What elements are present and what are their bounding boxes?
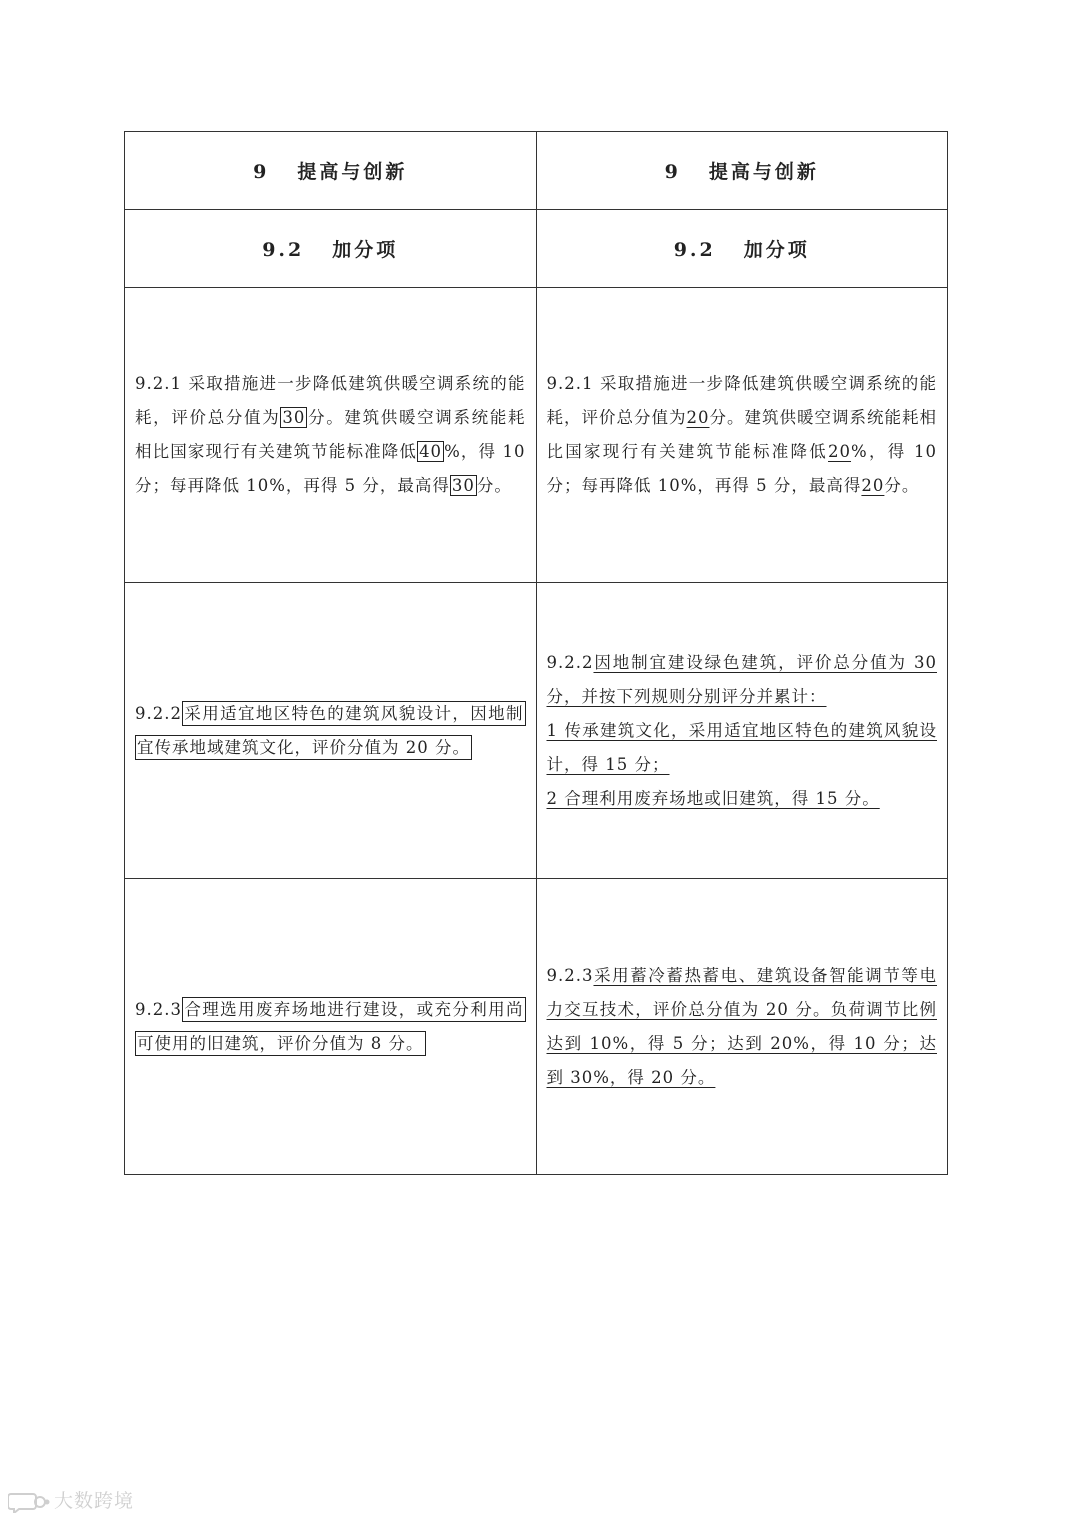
section-number: 9.2 [262,239,305,261]
clause-text [135,367,526,503]
clause-9-2-2-old [125,583,537,879]
clause-9-2-2-new [536,583,948,879]
clause-text [135,993,526,1061]
clause-row-9-2-3 [125,879,948,1175]
chapter-number: 9 [253,161,270,183]
watermark [8,1486,134,1513]
underlined-text: 因地制宜建设绿色建筑，评价总分值为 30 分，并按下列规则分别评分并累计： [546,652,937,706]
clause-row-9-2-1 [125,288,948,583]
clause-9-2-3-new [536,879,948,1175]
section-header-right [536,210,948,288]
clause-number: 9.2.3 [135,999,182,1019]
underlined-value: 20 [861,476,885,495]
chapter-title: 提高与创新 [297,161,408,183]
clause-row-9-2-2 [125,583,948,879]
text-segment: 分。建筑供暖空调系统能耗相比国家现行有关建筑节能标准降低 [135,408,526,461]
boxed-value: 40 [419,442,443,461]
chapter-title: 提高与创新 [708,161,819,183]
clause-text [135,697,526,765]
clause-9-2-1-old [125,288,537,583]
chapter-header-right [536,132,948,210]
text-segment: 分。 [884,476,920,495]
clause-text [547,959,938,1095]
section-title: 加分项 [743,239,810,261]
underlined-text: 采用蓄冷蓄热蓄电、建筑设备智能调节等电力交互技术，评价总分值为 20 分。负荷调节比例达到 10%，得 5 分；达到 20%，得 10 分；达到 30%，得 20 分。 [546,965,937,1087]
clause-9-2-1-new [536,288,948,583]
section-title: 加分项 [332,239,399,261]
clause-number: 9.2.2 [135,703,182,723]
text-segment: 分。 [476,476,512,495]
clause-number: 9.2.2 [546,652,594,672]
section-number: 9.2 [673,239,716,261]
underlined-text: 2 合理利用废弃场地或旧建筑，得 15 分。 [546,788,880,808]
boxed-value: 30 [282,408,306,427]
chapter-header-left [125,132,537,210]
text-segment: 9.2.1 采取措施进一步降低建筑供暖空调系统的能耗，评价总分值为 [546,374,937,427]
underlined-value: 20 [828,442,852,461]
chapter-number: 9 [664,161,681,183]
clause-text [547,367,938,503]
text-segment: 分。建筑供暖空调系统能耗相比国家现行有关建筑节能标准降低 [546,408,937,461]
text-segment: %，得 10 分；每再降低 10%，再得 5 分，最高得 [546,442,938,495]
underlined-text: 1 传承建筑文化，采用适宜地区特色的建筑风貌设计，得 15 分； [546,720,937,774]
speech-bubble-logo-icon [8,1491,50,1513]
boxed-text: 采用适宜地区特色的建筑风貌设计，因地制宜传承地域建筑文化，评价分值为 20 分。 [135,701,526,760]
underlined-value: 20 [686,408,710,427]
section-header-left [125,210,537,288]
comparison-table [124,131,948,1175]
chapter-header-row [125,132,948,210]
clause-text [547,646,938,816]
clause-number: 9.2.3 [546,965,594,985]
watermark-text: 大数跨境 [54,1490,135,1512]
boxed-value: 30 [451,476,475,495]
boxed-text: 合理选用废弃场地进行建设，或充分利用尚可使用的旧建筑，评价分值为 8 分。 [135,997,526,1056]
clause-9-2-3-old [125,879,537,1175]
text-segment: %，得 10 分；每再降低 10%，再得 5 分，最高得 [135,442,526,495]
text-segment: 9.2.1 采取措施进一步降低建筑供暖空调系统的能耗，评价总分值为 [135,374,526,427]
section-header-row [125,210,948,288]
